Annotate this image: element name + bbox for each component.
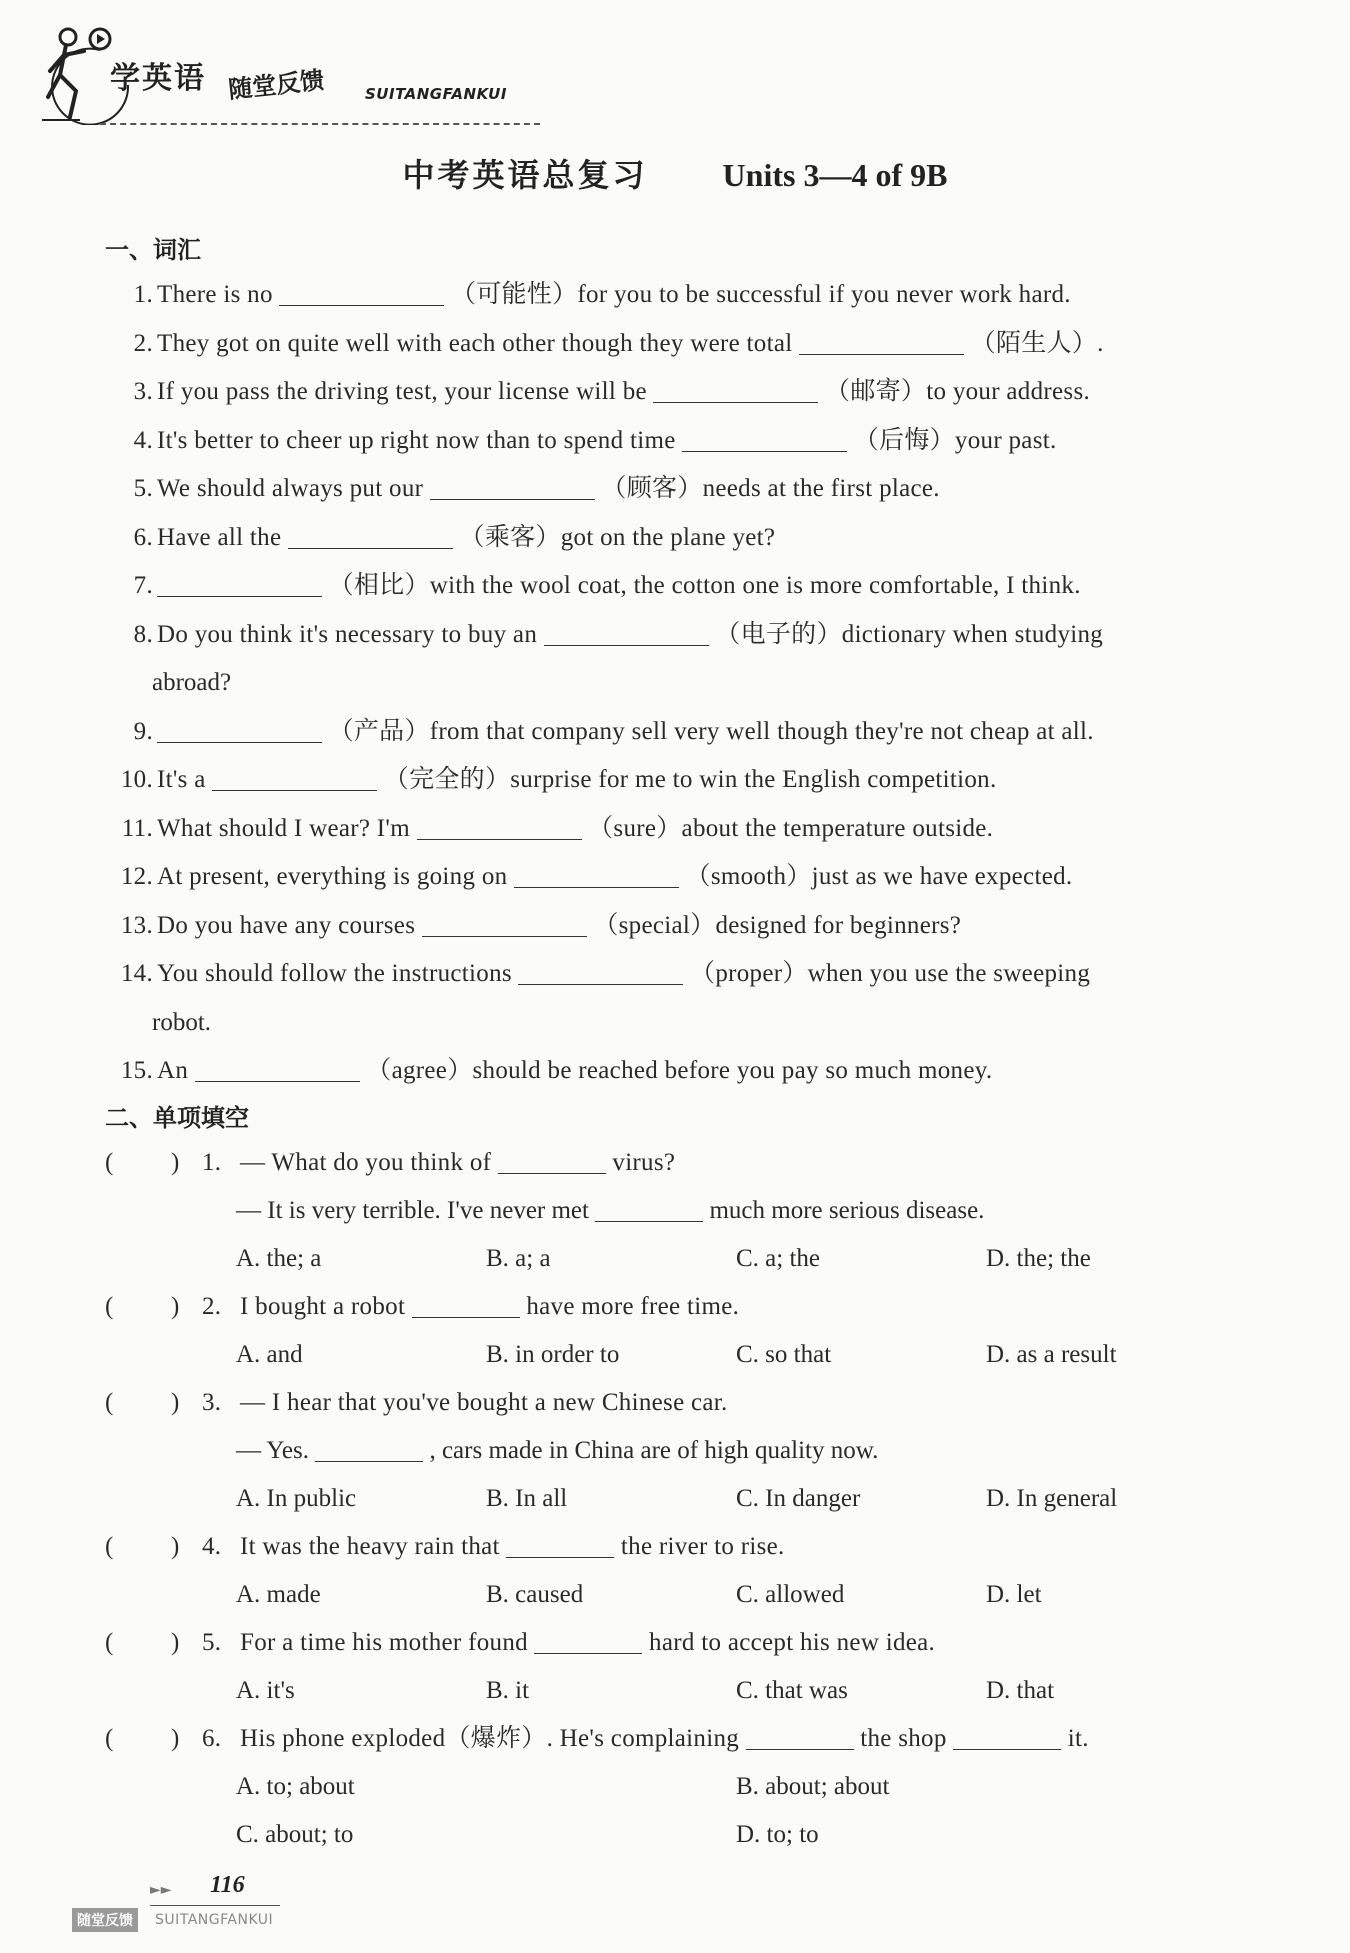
item-number: 3.	[133, 378, 153, 405]
bracket-right: )	[171, 1725, 180, 1752]
answer-blank[interactable]	[422, 908, 587, 937]
question-number: 2.	[202, 1293, 222, 1320]
question-line	[105, 1623, 935, 1663]
question-line	[105, 1383, 728, 1423]
answer-bracket[interactable]	[105, 1287, 202, 1327]
brand-en: SUITANGFANKUI	[365, 85, 507, 103]
item-number: 6.	[133, 523, 153, 551]
bracket-left: (	[105, 1389, 114, 1416]
brand-cn-secondary: 随堂反馈	[227, 66, 326, 104]
option-a[interactable]: A. made	[236, 1581, 321, 1608]
vocab-item	[105, 809, 1255, 849]
item-text-before: If you pass the driving test, your license will be	[157, 378, 647, 405]
bracket-right: )	[171, 1149, 180, 1176]
option-d[interactable]: D. let	[986, 1581, 1042, 1608]
item-text-after: （smooth）just as we have expected.	[685, 863, 1073, 890]
option-a[interactable]: A. to; about	[236, 1773, 355, 1800]
bracket-right: )	[171, 1629, 180, 1656]
bracket-left: (	[105, 1533, 114, 1560]
option-a[interactable]: A. the; a	[236, 1245, 322, 1272]
question-line	[105, 1143, 675, 1183]
item-continuation: robot.	[152, 1008, 212, 1036]
item-text-after: （相比）with the wool coat, the cotton one is more comfortable, I think.	[328, 572, 1081, 599]
item-text-after: （agree）should be reached before you pay so much money.	[366, 1057, 993, 1084]
option-b[interactable]: B. In all	[486, 1485, 568, 1512]
question-text: — Yes.	[236, 1437, 309, 1464]
question-line	[105, 1287, 739, 1327]
item-text-after: （顾客）needs at the first place.	[601, 475, 940, 502]
vocab-item	[105, 372, 1255, 412]
answer-bracket[interactable]	[105, 1383, 202, 1423]
bracket-left: (	[105, 1293, 114, 1320]
play-icon	[88, 27, 112, 51]
answer-bracket[interactable]	[105, 1527, 202, 1567]
item-text-before: It's a	[157, 766, 206, 793]
answer-blank[interactable]	[288, 520, 453, 549]
question-text: hard to accept his new idea.	[649, 1629, 936, 1656]
answer-blank[interactable]	[412, 1289, 520, 1318]
question-text: have more free time.	[526, 1293, 740, 1320]
answer-blank[interactable]	[279, 277, 444, 306]
bracket-left: (	[105, 1629, 114, 1656]
option-c[interactable]: C. so that	[736, 1341, 832, 1368]
answer-bracket[interactable]	[105, 1719, 202, 1759]
brand-cn: 学英语	[110, 61, 206, 96]
vocab-item	[105, 906, 1255, 946]
item-text-after: （电子的）dictionary when studying	[715, 620, 1104, 648]
option-c[interactable]: C. that was	[736, 1677, 848, 1704]
page-number: 116	[210, 1872, 245, 1898]
answer-blank[interactable]	[195, 1053, 360, 1082]
item-number: 4.	[133, 426, 153, 454]
question-number: 6.	[202, 1725, 222, 1752]
vocab-item	[105, 324, 1255, 364]
item-number: 10.	[120, 766, 153, 793]
title-en: Units 3—4 of 9B	[722, 157, 948, 193]
item-text-before: What should I wear? I'm	[157, 814, 410, 842]
header-divider	[100, 123, 540, 125]
option-d[interactable]: D. to; to	[736, 1821, 819, 1848]
title-cn: 中考英语总复习	[402, 156, 648, 194]
option-c[interactable]: C. allowed	[736, 1581, 845, 1608]
bracket-right: )	[171, 1389, 180, 1416]
answer-blank[interactable]	[595, 1193, 703, 1222]
question-text: it.	[1067, 1725, 1089, 1752]
option-d[interactable]: D. as a result	[986, 1341, 1117, 1368]
answer-blank[interactable]	[544, 617, 709, 646]
page-title	[0, 150, 1350, 196]
question-text: — I hear that you've bought a new Chinese car.	[240, 1389, 728, 1416]
question-line	[105, 1719, 1089, 1759]
bracket-right: )	[171, 1293, 180, 1320]
item-text-before: We should always put our	[157, 475, 424, 502]
vocab-item	[105, 712, 1255, 752]
question-text: For a time his mother found	[240, 1629, 528, 1656]
item-text-before: You should follow the instructions	[157, 960, 512, 987]
answer-blank[interactable]	[653, 374, 818, 403]
answer-blank[interactable]	[498, 1145, 606, 1174]
answer-blank[interactable]	[682, 423, 847, 452]
question-text: , cars made in China are of high quality now.	[429, 1437, 879, 1464]
option-c[interactable]: C. about; to	[236, 1821, 354, 1848]
item-number: 2.	[133, 329, 153, 357]
bracket-right: )	[171, 1533, 180, 1560]
item-text-before: Do you have any courses	[157, 911, 416, 939]
vocab-item	[105, 615, 1255, 655]
vocab-item	[105, 275, 1255, 315]
question-text: I bought a robot	[240, 1293, 406, 1320]
section-heading-vocabulary: 一、词汇	[105, 236, 201, 264]
question-line	[236, 1191, 984, 1231]
item-number: 5.	[133, 475, 153, 502]
vocab-item	[105, 421, 1255, 461]
answer-blank[interactable]	[157, 714, 322, 743]
item-text-before: At present, everything is going on	[157, 863, 508, 890]
vocab-item	[105, 1051, 1255, 1091]
answer-blank[interactable]	[417, 811, 582, 840]
item-text-after: （后悔）your past.	[853, 426, 1057, 454]
option-b[interactable]: B. in order to	[486, 1341, 620, 1368]
vocab-item	[105, 954, 1255, 994]
item-number: 9.	[133, 717, 153, 745]
option-a[interactable]: A. it's	[236, 1677, 295, 1704]
item-text-before: There is no	[157, 281, 273, 308]
item-text-after: （乘客）got on the plane yet?	[459, 523, 776, 551]
item-text-before: An	[157, 1057, 189, 1084]
question-number: 4.	[202, 1533, 222, 1560]
section-heading-multiple-choice: 二、单项填空	[105, 1104, 249, 1132]
item-text-before: Do you think it's necessary to buy an	[157, 620, 538, 648]
item-text-after: （可能性）for you to be successful if you never work hard.	[450, 281, 1071, 308]
vocab-item	[105, 566, 1255, 606]
item-text-before: It's better to cheer up right now than to spend time	[157, 426, 676, 454]
question-text: — What do you think of	[240, 1149, 492, 1176]
answer-blank[interactable]	[514, 859, 679, 888]
question-text: His phone exploded（爆炸）. He's complaining	[240, 1725, 740, 1752]
vocab-item	[105, 760, 1255, 800]
answer-bracket[interactable]	[105, 1623, 202, 1663]
answer-blank[interactable]	[315, 1433, 423, 1462]
answer-blank[interactable]	[506, 1529, 614, 1558]
answer-blank[interactable]	[953, 1721, 1061, 1750]
arrow-icon: ►►	[150, 1882, 172, 1898]
question-text: It was the heavy rain that	[240, 1533, 500, 1560]
option-c[interactable]: C. In danger	[736, 1485, 861, 1512]
item-text-before: Have all the	[157, 523, 282, 551]
option-d[interactable]: D. the; the	[986, 1245, 1091, 1272]
option-b[interactable]: B. about; about	[736, 1773, 890, 1800]
question-text: the river to rise.	[620, 1533, 785, 1560]
item-number: 8.	[133, 620, 153, 648]
bracket-left: (	[105, 1725, 114, 1752]
question-line	[105, 1527, 785, 1567]
option-b[interactable]: B. a; a	[486, 1245, 551, 1272]
item-continuation: abroad?	[152, 669, 232, 696]
vocab-item	[105, 857, 1255, 897]
question-text: virus?	[612, 1149, 676, 1176]
item-text-after: （special）designed for beginners?	[593, 911, 962, 939]
answer-blank[interactable]	[430, 471, 595, 500]
item-text-after: （陌生人）.	[970, 329, 1104, 357]
option-c[interactable]: C. a; the	[736, 1245, 821, 1272]
question-number: 5.	[202, 1629, 222, 1656]
item-text-after: （sure）about the temperature outside.	[588, 814, 994, 842]
answer-blank[interactable]	[746, 1721, 854, 1750]
item-text-after: （proper）when you use the sweeping	[690, 960, 1091, 987]
item-number: 7.	[133, 572, 153, 599]
answer-blank[interactable]	[518, 956, 683, 985]
vocab-item	[105, 518, 1255, 558]
answer-blank[interactable]	[212, 762, 377, 791]
header-logo	[40, 25, 540, 125]
item-number: 13.	[120, 911, 153, 939]
item-number: 11.	[121, 814, 153, 842]
option-b[interactable]: B. it	[486, 1677, 530, 1704]
item-text-after: （邮寄）to your address.	[825, 378, 1091, 405]
answer-bracket[interactable]	[105, 1143, 202, 1183]
option-d[interactable]: D. In general	[986, 1485, 1118, 1512]
bracket-left: (	[105, 1149, 114, 1176]
item-number: 15.	[120, 1057, 153, 1084]
item-text-before: They got on quite well with each other though they were total	[157, 329, 793, 357]
vocab-item	[105, 469, 1255, 509]
footer-badge: 随堂反馈	[72, 1908, 138, 1932]
question-number: 3.	[202, 1389, 222, 1416]
item-number: 14.	[120, 960, 153, 987]
option-a[interactable]: A. In public	[236, 1485, 357, 1512]
option-b[interactable]: B. caused	[486, 1581, 584, 1608]
answer-blank[interactable]	[157, 568, 322, 597]
footer-divider	[150, 1905, 280, 1906]
answer-blank[interactable]	[799, 326, 964, 355]
question-text: much more serious disease.	[709, 1197, 985, 1224]
item-text-after: （完全的）surprise for me to win the English competition.	[383, 766, 997, 793]
question-text: the shop	[860, 1725, 947, 1752]
item-number: 12.	[120, 863, 153, 890]
answer-blank[interactable]	[534, 1625, 642, 1654]
question-text: — It is very terrible. I've never met	[236, 1197, 589, 1224]
item-text-after: （产品）from that company sell very well though they're not cheap at all.	[328, 717, 1094, 745]
footer-brand-en: SUITANGFANKUI	[155, 1912, 274, 1928]
item-number: 1.	[133, 281, 153, 308]
option-d[interactable]: D. that	[986, 1677, 1055, 1704]
question-number: 1.	[202, 1149, 222, 1176]
option-a[interactable]: A. and	[236, 1341, 303, 1368]
question-line	[236, 1431, 878, 1471]
